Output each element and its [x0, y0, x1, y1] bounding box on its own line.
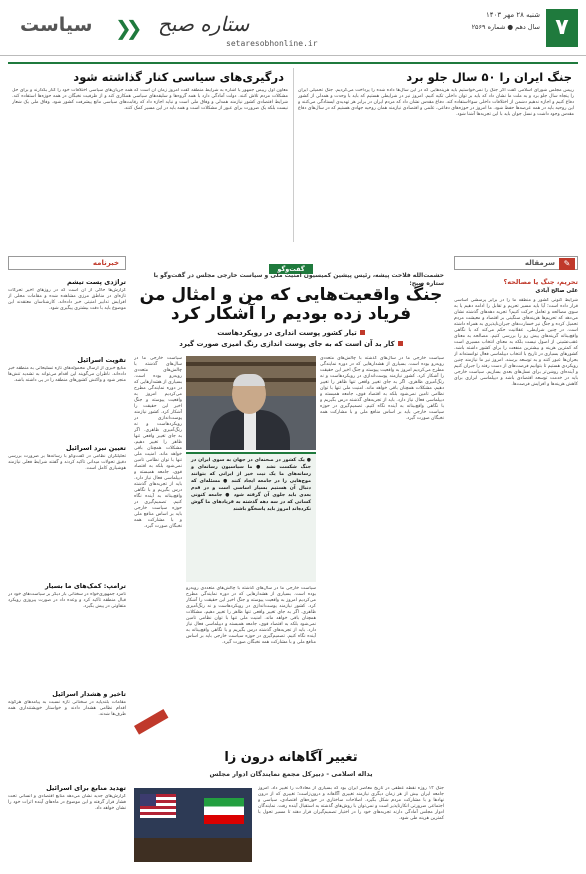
interview-sub-bullets — [134, 328, 448, 350]
interview-body-left: سیاست خارجی ما در سال‌های گذشته با چالش‌های متعددی روبه‌رو بوده است. بسیاری از هشدارهایی که در دوره نمایندگی مطرح می‌کردیم امروز به واقعیت پیوسته و جنگ اخیر این حقیقت را آشکار کرد. کشور نیازمند پوست‌اندازی در رویکردهاست و نه رنگ‌آمیزی ظاهری. اگر به جای تغییر واقعی تنها ظاهر را تغییر دهیم، مشکلات همچنان باقی خواهد ماند. امنیت ملی تنها با توان نظامی تامین نمی‌شود بلکه به اقتصاد قوی، جامعه همبسته و دیپلماسی فعال نیاز دارد. باید از تجربه‌های گذشته درس بگیریم و با نگاهی واقع‌بینانه به آینده نگاه کنیم. تصمیم‌گیری در حوزه سیاست خارجی باید بر اساس منافع ملی و با مشارکت همه نخبگان صورت گیرد. — [134, 356, 182, 529]
top-right-headline: جنگ ایران را ۵۰ سال جلو برد — [406, 70, 572, 84]
photo-shelf-line — [186, 362, 316, 366]
interviewee-photo — [186, 356, 316, 450]
iran-flag-icon — [204, 798, 244, 824]
highlights-box — [186, 452, 316, 582]
sub-bullet-text: تیار کشور پوست انداری در روپکردهاست — [217, 329, 357, 337]
interview-section — [134, 256, 448, 868]
site-url[interactable]: setaresobhonline.ir — [226, 39, 318, 48]
bullet-square-icon — [398, 341, 403, 346]
date-line: شنبه ۲۸ مهر ۱۴۰۳ — [486, 11, 540, 19]
top-rule — [8, 62, 578, 64]
kicker — [134, 256, 448, 273]
brief-text: گزارش‌ها حاکی از آن است که در روزهای اخیر تحرکات تازه‌ای در مناطق مرزی مشاهده شده و مقامات محلی از افزایش تدابیر امنیتی خبر داده‌اند. کارشناسان معتقدند این موضوع باید با دقت بیشتری پیگیری شود. — [8, 288, 126, 311]
news-briefs-column — [8, 256, 126, 868]
opinion-headline: تغییر آگاهانه درون زا — [224, 750, 358, 765]
top-left-article-body: معاون اول رییس جمهور با اشاره به شرایط منطقه گفت امروز زمان آن است که همه جریان‌های سیاسی اختلافات خود را کنار بگذارند و برای حل مشکلات مردم تلاش کنند. دولت آمادگی دارد با همه گروه‌ها و سلیقه‌های سیاسی همکاری کند و از ظرفیت نخبگان در همه حوزه‌ها استفاده کند. شرایط اقتصادی کشور نیازمند همدلی و وفاق ملی است و نباید اجازه داد که رقابت‌های سیاسی مانع پیشرفت کشور شود. وفاق ملی یک شعار نیست بلکه یک ضرورت برای عبور از مشکلات است و همه باید در این مسیر کمک کنند. — [12, 88, 288, 111]
editorial-author: علی صالح آبادی — [535, 288, 578, 294]
opinion-byline: یداله اسلامی - دبیرکل مجمع نمایندگان ادوار مجلس — [209, 770, 373, 778]
issue-line: سال دهم ● شماره ۲۵۶۹ — [471, 23, 540, 31]
quill-icon: ✎ — [559, 258, 575, 270]
column-divider — [293, 68, 294, 242]
top-news-band — [8, 62, 578, 248]
briefs-header — [8, 256, 126, 270]
photo-shirt — [244, 412, 256, 450]
us-flag-canton — [140, 794, 156, 806]
editorial-header — [454, 256, 578, 270]
interview-body-right: سیاست خارجی ما در سال‌های گذشته با چالش‌های متعددی روبه‌رو بوده است. بسیاری از هشدارهایی که در دوره نمایندگی مطرح می‌کردیم امروز به واقعیت پیوسته و جنگ اخیر این حقیقت را آشکار کرد. کشور نیازمند پوست‌اندازی در رویکردهاست و نه رنگ‌آمیزی ظاهری. اگر به جای تغییر واقعی تنها ظاهر را تغییر دهیم، مشکلات همچنان باقی خواهد ماند. امنیت ملی تنها با توان نظامی تامین نمی‌شود بلکه به اقتصاد قوی، جامعه همبسته و دیپلماسی فعال نیاز دارد. باید از تجربه‌های گذشته درس بگیریم و با نگاهی واقع‌بینانه به آینده نگاه کنیم. تصمیم‌گیری در حوزه سیاست خارجی باید بر اساس منافع ملی و با مشارکت همه نخبگان صورت گیرد. — [320, 356, 444, 421]
brief-title: ترامپ: کمک‌های ما بسیار — [44, 582, 126, 590]
editorial-column — [454, 256, 578, 868]
bullet-square-icon — [360, 330, 365, 335]
brief-text: منابع خبری از ارسال محموله‌های تازه تسلیحاتی به منطقه خبر داده‌اند. ناظران می‌گویند این اقدام می‌تواند به تشدید تنش‌ها منجر شود و واکنش کشورهای منطقه را در پی داشته باشد. — [8, 366, 126, 383]
brief-title: تقویت اسرائیل — [77, 356, 126, 364]
kicker-label: گفت‌وگو — [269, 264, 312, 274]
brief-title: تاخیر و هشدار اسرائیل — [52, 690, 126, 698]
newspaper-logo: ستاره صبح — [158, 12, 250, 36]
interview-body-middle: سیاست خارجی ما در سال‌های گذشته با چالش‌های متعددی روبه‌رو بوده است. بسیاری از هشدارهایی که در دوره نمایندگی مطرح می‌کردیم امروز به واقعیت پیوسته و جنگ اخیر این حقیقت را آشکار کرد. کشور نیازمند پوست‌اندازی در رویکردهاست و نه رنگ‌آمیزی ظاهری. اگر به جای تغییر واقعی تنها ظاهر را تغییر دهیم، مشکلات همچنان باقی خواهد ماند. امنیت ملی تنها با توان نظامی تامین نمی‌شود بلکه به اقتصاد قوی، جامعه همبسته و دیپلماسی فعال نیاز دارد. باید از تجربه‌های گذشته درس بگیریم و با نگاهی واقع‌بینانه به آینده نگاه کنیم. تصمیم‌گیری در حوزه سیاست خارجی باید بر اساس منافع ملی و با مشارکت همه نخبگان صورت گیرد. — [186, 586, 316, 645]
top-right-article-body: رییس مجلس شورای اسلامی گفت اگر جنگ را نمی‌خواستیم باید هزینه‌هایی که در این سال‌ها داده شده را پرداخت می‌کردیم. جنگ تحمیلی ایران را پنجاه سال جلو برد و به ملت ما نشان داد که باید بر توان داخلی تکیه کنیم. امروز نیز در شرایطی هستیم که باید با وحدت و همدلی از کشور دفاع کنیم و اجازه ندهیم دشمن از اختلافات داخلی سوءاستفاده کند. دفاع مقدس نشان داد که مردم ایران در برابر هر تهدیدی ایستادگی می‌کنند و این روحیه باید در همه عرصه‌ها حفظ شود. ما امروز در حوزه‌های دفاعی، علمی و اقتصادی نیازمند همان روحیه جهادی هستیم که در سال‌های دفاع مقدس وجود داشت و نسل جوان باید با این تجربه‌ها آشنا شود. — [298, 88, 574, 117]
editorial-title: تحریم، جنگ یا مصالحه؟ — [503, 278, 578, 286]
table-shape — [134, 838, 252, 862]
sub-bullet — [134, 339, 448, 350]
brief-text: نامزد جمهوری‌خواه در سخنانی بار دیگر بر سیاست‌های خود در قبال منطقه تاکید کرد و وعده داد در صورت پیروزی رویکرد متفاوتی در پیش بگیرد. — [8, 592, 126, 609]
photo-hair — [233, 374, 265, 386]
flags-photo — [134, 788, 252, 862]
highlights-text: ● یک کشور در صحنه‌ای در جهان به سوی ایران در جنگ شکست نشد ● ما سیاسیون رسانه‌ای و رسانه‌های ما یک نیت خیر از ایرانی که بتوانند موج‌هایی را در جامعه ایجاد کنند ● مسئله‌ای که دنبال آن هستیم بسیار اساسی است و در قدم بعدی باید جلوی آن گرفته شود ● جامعه کنونی کسانی که در سه دهه گذشته به فریادهای ما گوش نکرده‌اند امروز باید پاسخگو باشند — [191, 458, 311, 512]
chevron-icon: ❮❮ — [115, 16, 137, 40]
brief-title: تعیین نبرد اسرائیل — [65, 444, 126, 452]
brief-text: گزارش‌های جدید نشان می‌دهد منابع اقتصادی و انسانی تحت فشار قرار گرفته و این موضوع در ماه‌های آینده اثرات خود را نشان خواهد داد. — [8, 794, 126, 811]
interview-lead: حشمت‌الله فلاحت پیشه، رئیس پیشین کمیسیون امنیت ملی و سیاست خارجی مجلس در گفت‌وگو با ستاره صبح: — [153, 272, 444, 287]
editorial-body: شرایط کنونی کشور و منطقه ما را در برابر پرسشی اساسی قرار داده است؛ آیا باید مسیر تحریم و تقابل را ادامه دهیم یا به سوی مصالحه و تعامل حرکت کنیم؟ تجربه دهه‌های گذشته نشان می‌دهد که تحریم‌ها هزینه‌های سنگینی بر اقتصاد و معیشت مردم تحمیل کرده و جنگ نیز خسارت‌های جبران‌ناپذیری به همراه داشته است. در چنین شرایطی، عقلانیت حکم می‌کند که با نگاهی واقع‌بینانه گزینه‌های پیش رو را بررسی کنیم. مصالحه به معنای عقب‌نشینی از اصول نیست بلکه به معنای انتخاب مسیری است که کمترین هزینه و بیشترین منفعت را برای کشور داشته باشد. کشورهای بسیاری در تاریخ با انتخاب دیپلماسی فعال توانسته‌اند از بحران‌ها عبور کنند و به توسعه برسند. امروز نیز ما نیازمند چنین رویکردی هستیم تا بتوانیم فرصت‌های از دست رفته را جبران کنیم و آینده‌ای روشن‌تر برای نسل‌های بعدی بسازیم. سیاست خارجی باید در خدمت توسعه اقتصادی باشد و دیپلماسی ابزاری برای کاهش هزینه‌ها و افزایش فرصت‌ها. — [454, 298, 578, 387]
section-name: سیاست — [20, 14, 93, 36]
opinion-body: جنگ ۱۲ روزه نقطه عطفی در تاریخ معاصر ایران بود که بسیاری از معادلات را تغییر داد. امروز جامعه ایران بیش از هر زمان دیگری نیازمند تغییری آگاهانه و درون‌زاست؛ تغییری که از درون نهادها و با مشارکت مردم شکل بگیرد. اصلاحات ساختاری در حوزه‌های اقتصادی، سیاسی و اجتماعی ضرورتی انکارناپذیر است و نمی‌توان با روش‌های گذشته به استقبال آینده رفت. نمایندگان ادوار مجلس آمادگی دارند تجربه‌های خود را در اختیار تصمیم‌گیران قرار دهند تا مسیر تحول با کمترین هزینه طی شود. — [258, 786, 444, 821]
editorial-header-label: سرمقاله — [524, 259, 555, 267]
brief-text: مقامات بلندپایه در سخنانی تازه نسبت به پیامدهای هرگونه اقدام نظامی هشدار دادند و خواستار خویشتنداری همه طرف‌ها شدند. — [8, 700, 126, 717]
page-number: ۷ — [546, 9, 578, 47]
brief-title: تهدید منابع برای اسرائیل — [46, 784, 126, 792]
sub-bullet — [134, 328, 448, 339]
interview-headline: جنگ واقعیت‌هایی که من و امثال من فریاد زده بودیم را آشکار کرد — [139, 285, 443, 324]
brief-title: تراژدی پست تیشم — [66, 278, 126, 286]
brief-text: تحلیلگران نظامی در گفت‌وگو با رسانه‌ها بر ضرورت بررسی دقیق تحولات میدانی تاکید کردند و گفتند شرایط فعلی نیازمند هوشیاری کامل است. — [8, 454, 126, 471]
briefs-header-label: خبرنامه — [92, 259, 119, 267]
sub-bullet-text: کار بد آن است که به جای پوست اندازی رنگ امیزی صورت گیرد — [179, 340, 395, 348]
masthead — [0, 0, 586, 56]
top-left-headline: درگیری‌های سیاسی کنار گذاشته شود — [73, 70, 284, 84]
